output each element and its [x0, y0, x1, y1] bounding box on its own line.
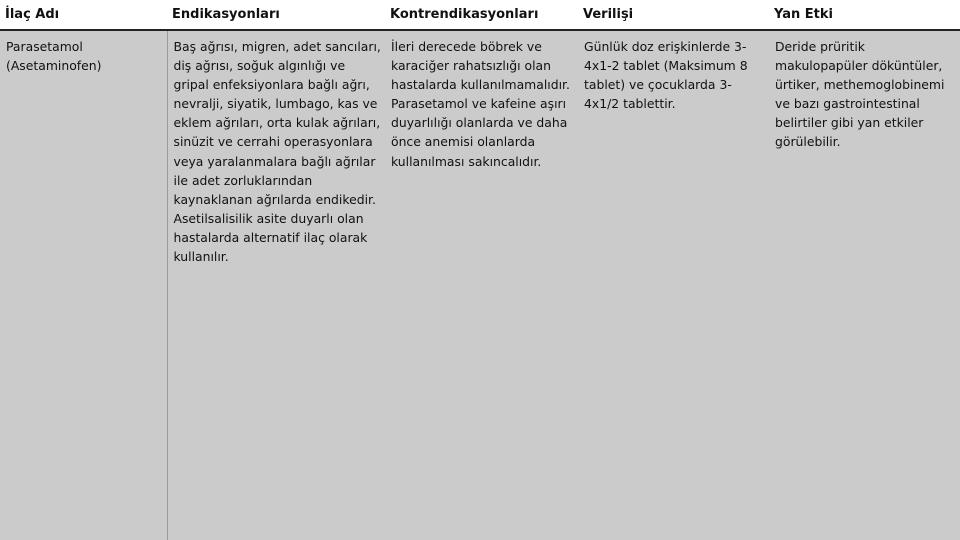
table-header-row	[0, 0, 960, 30]
header-administration: Verilişi	[578, 0, 769, 30]
cell-drug-name: Parasetamol (Asetaminofen)	[0, 30, 167, 540]
header-side-effects: Yan Etki	[769, 0, 960, 30]
cell-administration: Günlük doz erişkinlerde 3-4x1-2 tablet (Maksimum 8 tablet) ve çocuklarda 3-4x1/2 tablettir.	[578, 30, 769, 540]
header-drug-name: İlaç Adı	[0, 0, 167, 30]
cell-contraindications: İleri derecede böbrek ve karaciğer rahatsızlığı olan hastalarda kullanılmamalıdır. Parasetamol ve kafeine aşırı duyarlılığı olanlarda ve daha önce anemisi olanlarda kullanılması sakıncalıdır.	[385, 30, 578, 540]
cell-side-effects: Deride prüritik makulopapüler döküntüler, ürtiker, methemoglobinemi ve bazı gastrointestinal belirtiler gibi yan etkiler görülebilir.	[769, 30, 960, 540]
header-indications: Endikasyonları	[167, 0, 385, 30]
cell-indications: Baş ağrısı, migren, adet sancıları, diş ağrısı, soğuk algınlığı ve gripal enfeksiyonlara bağlı ağrı, nevralji, siyatik, lumbago, kas ve eklem ağrıları, orta kulak ağrıları, sinüzit ve cerrahi operasyonlara veya yaralanmalara bağlı ağrılar ile adet zorluklarından kaynaklanan ağrılarda endikedir. Asetilsalisilik asite duyarlı olan hastalarda alternatif ilaç olarak kullanılır.	[167, 30, 385, 540]
header-contraindications: Kontrendikasyonları	[385, 0, 578, 30]
table-row	[0, 30, 960, 540]
